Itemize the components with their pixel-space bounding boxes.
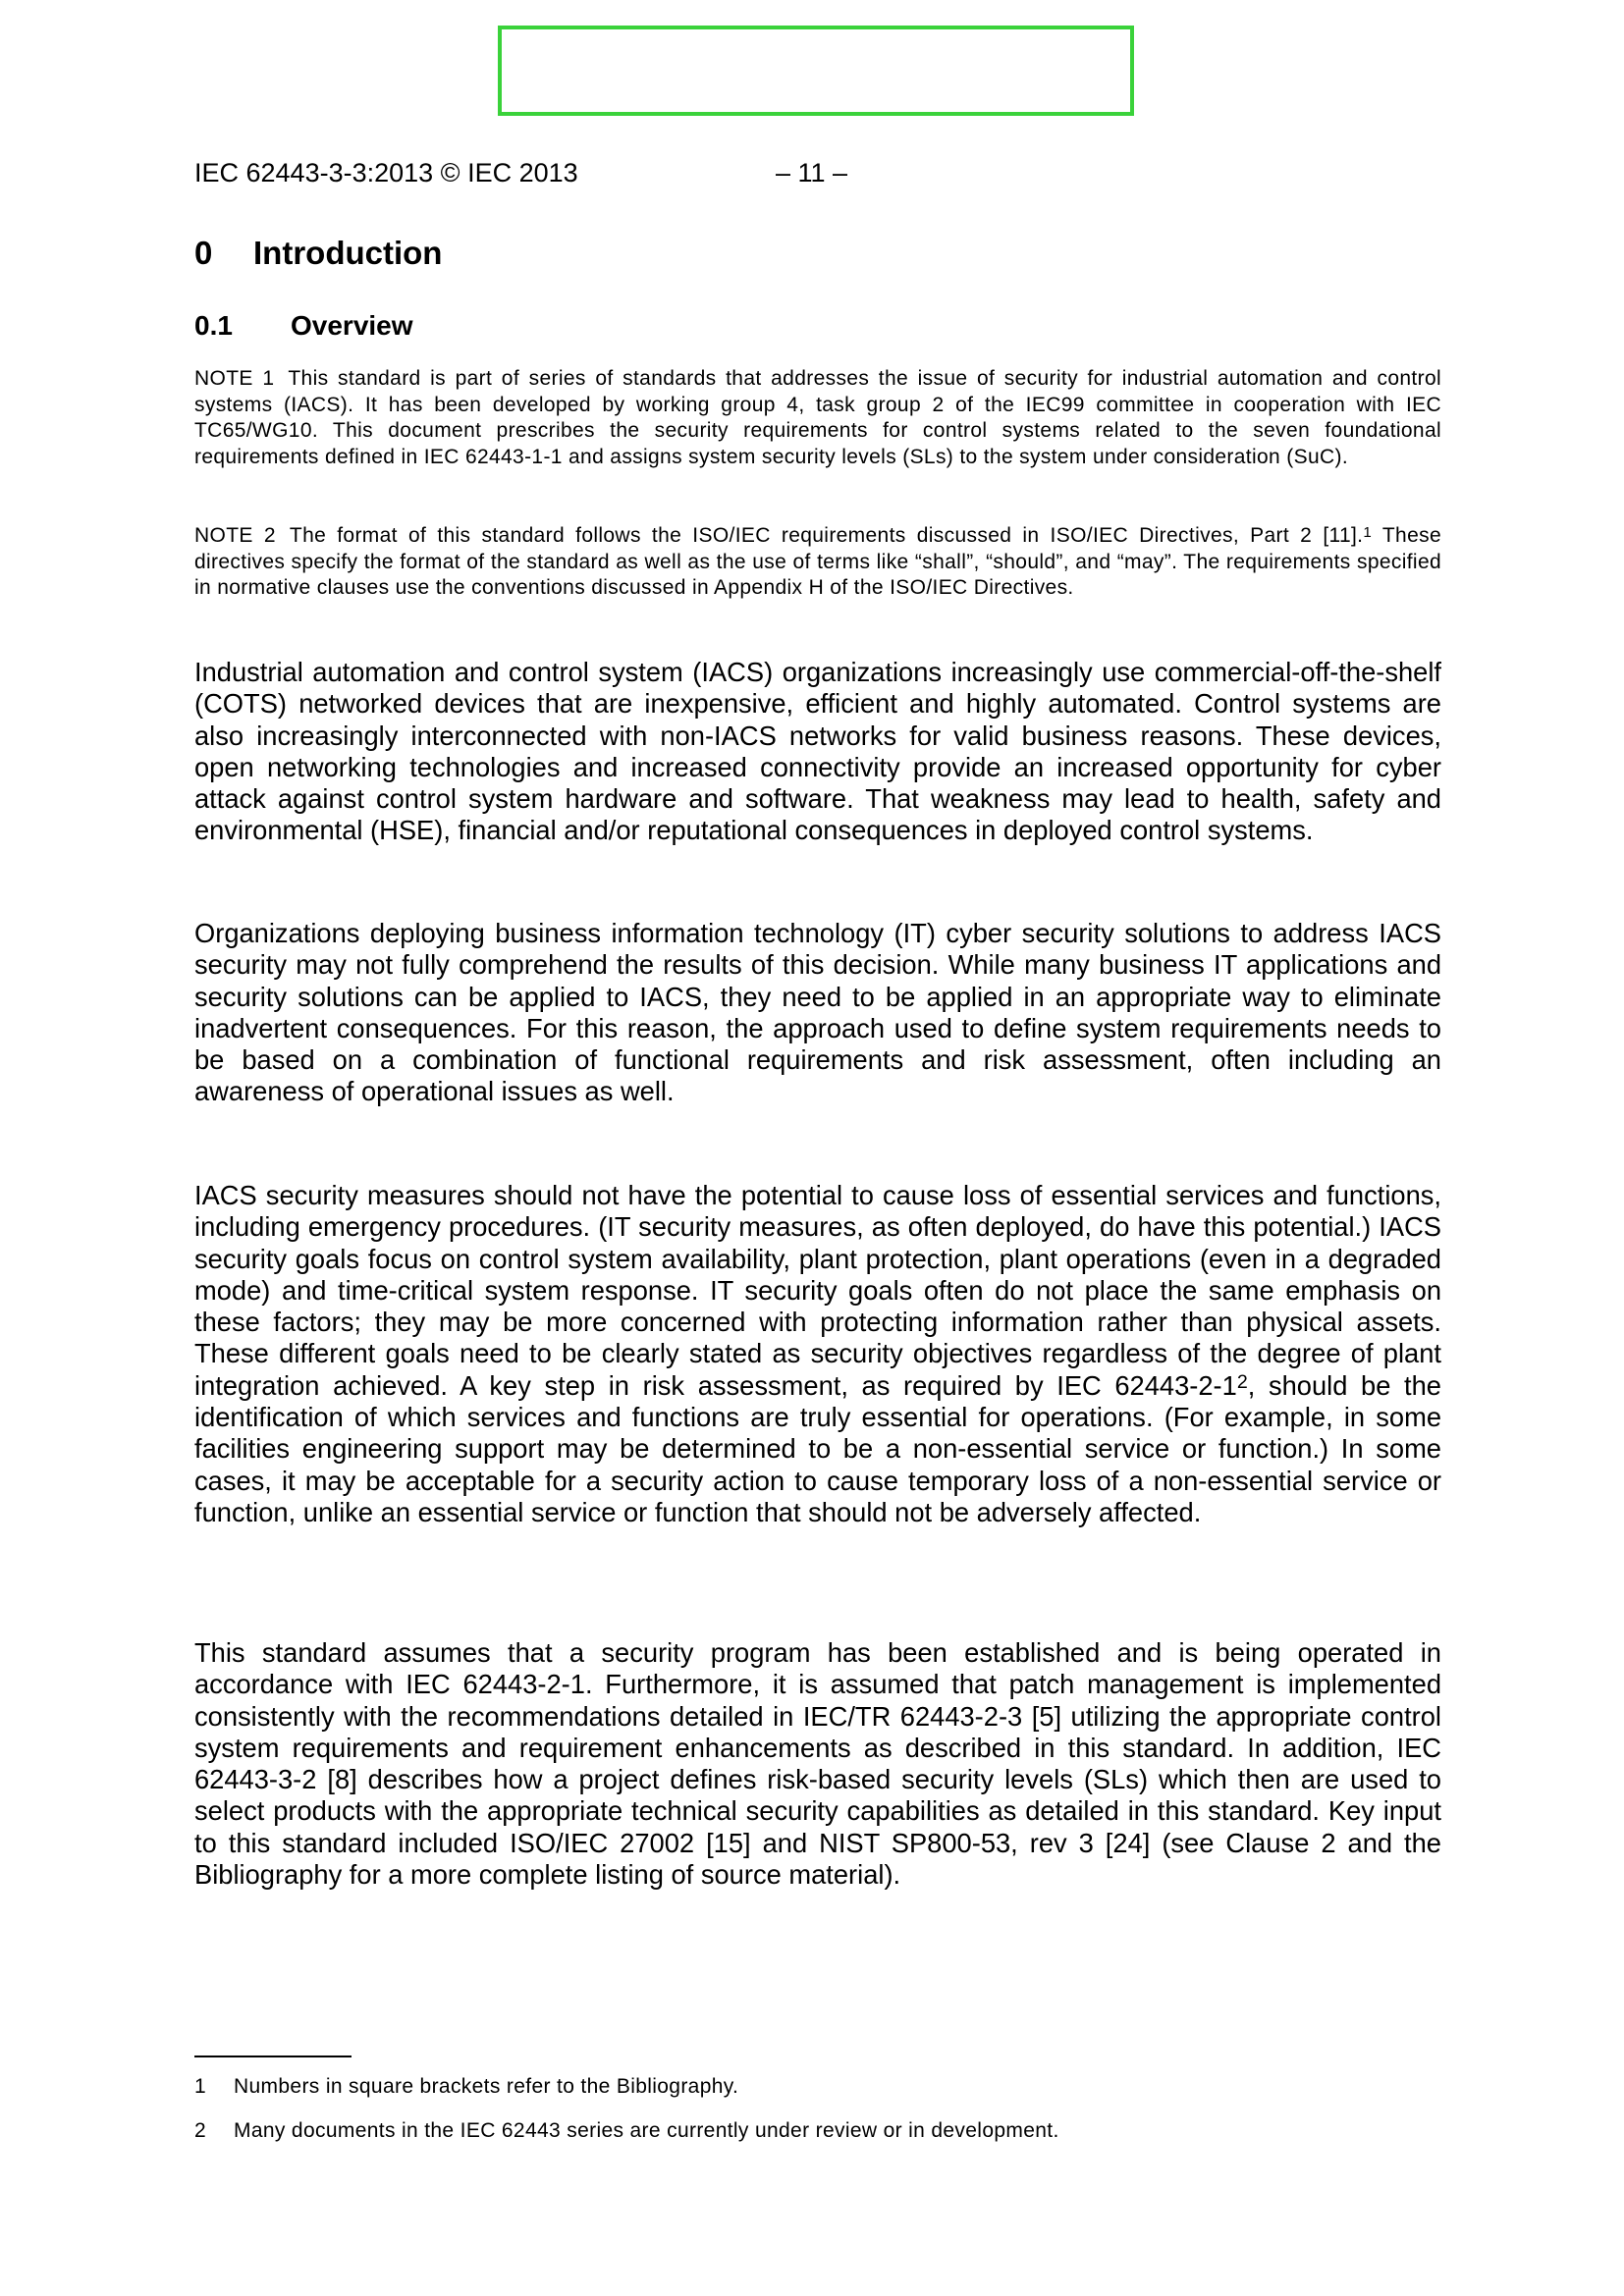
subsection-number: 0.1 bbox=[194, 310, 233, 341]
footnote-number: 1 bbox=[194, 2075, 207, 2098]
footnote-separator bbox=[194, 2056, 352, 2057]
subsection-title: Overview bbox=[291, 310, 413, 341]
footnote-reference[interactable]: 1 bbox=[1363, 523, 1373, 541]
footnote-number: 2 bbox=[194, 2119, 207, 2142]
note-text-continued: These directives specify the format of the standard as well as the use of terms like “shall”, “should”, and “may”. The requirements specified in normative clauses use the conventions discussed in Appendix H of the ISO/IEC Directives. bbox=[194, 524, 1441, 600]
paragraph: Industrial automation and control system (IACS) organizations increasingly use commercial-off-the-shelf (COTS) networked devices that are inexpensive, efficient and highly automated. Control systems are also increasingly interconnected with non-IACS networks for valid business reasons. These devices, open networking technologies and increased connectivity provide an increased opportunity for cyber attack against control system hardware and software. That weakness may lead to health, safety and environmental (HSE), financial and/or reputational consequences in deployed control systems. bbox=[194, 657, 1441, 846]
note-text: This standard is part of series of standards that addresses the issue of security for industrial automation and control systems (IACS). It has been developed by working group 4, task group 2 of the IEC99 committee in cooperation with IEC TC65/WG10. This document prescribes the security requirements for control systems related to the seven foundational requirements defined in IEC 62443‑1‑1 and assigns system security levels (SLs) to the system under consideration (SuC). bbox=[194, 367, 1442, 469]
note-text: The format of this standard follows the ISO/IEC requirements discussed in ISO/IEC Directives, Part 2 [11]. bbox=[289, 524, 1364, 547]
page-header bbox=[194, 157, 1441, 196]
paragraph-text: IACS security measures should not have the potential to cause loss of essential services and functions, including emergency procedures. (IT security measures, as often deployed, do have this potential.) IACS security goals focus on control system availability, plant protection, plant operations (even in a degraded mode) and time-critical system response. IT security goals often do not place the same emphasis on these factors; they may be more concerned with protecting information rather than physical assets. These different goals need to be clearly stated as security objectives regardless of the degree of plant integration achieved. A key step in risk assessment, as required by IEC 62443‑2‑1 bbox=[194, 1180, 1441, 1401]
note-1 bbox=[194, 366, 1441, 471]
document-id: IEC 62443-3-3:2013 © IEC 2013 bbox=[194, 158, 578, 187]
note-label: NOTE 1 bbox=[194, 367, 275, 390]
paragraph bbox=[194, 1180, 1441, 1528]
page-number: – 11 – bbox=[776, 158, 848, 187]
note-2 bbox=[194, 523, 1441, 602]
subsection-heading bbox=[194, 308, 413, 344]
paragraph-text-continued: , should be the identification of which services and functions are truly essential for operations. (For example, in some facilities engineering support may be determined to be a non-essential service or function.) In some cases, it may be acceptable for a security action to cause temporary loss of a non-essential service or function, unlike an essential service or function that should not be adversely affected. bbox=[194, 1369, 1441, 1527]
section-heading bbox=[194, 234, 442, 273]
footnote-reference[interactable]: 2 bbox=[1236, 1370, 1248, 1393]
footnote-text: Numbers in square brackets refer to the Bibliography. bbox=[234, 2075, 739, 2098]
footnote-text: Many documents in the IEC 62443 series are currently under review or in development. bbox=[234, 2119, 1059, 2142]
stamp-box bbox=[498, 26, 1134, 116]
paragraph: Organizations deploying business information technology (IT) cyber security solutions to address IACS security may not fully comprehend the results of this decision. While many business IT applications and security solutions can be applied to IACS, they need to be applied in an appropriate way to eliminate inadvertent consequences. For this reason, the approach used to define system requirements needs to be based on a combination of functional requirements and risk assessment, often including an awareness of operational issues as well. bbox=[194, 918, 1441, 1107]
paragraph: This standard assumes that a security program has been established and is being operated in accordance with IEC 62443‑2‑1. Furthermore, it is assumed that patch management is implemented consistently with the recommendations detailed in IEC/TR 62443‑2‑3 [5] utilizing the appropriate control system requirements and requirement enhancements as described in this standard. In addition, IEC 62443‑3‑2 [8] describes how a project defines risk-based security levels (SLs) which then are used to select products with the appropriate technical security capabilities as detailed in this standard. Key input to this standard included ISO/IEC 27002 [15] and NIST SP800-53, rev 3 [24] (see Clause 2 and the Bibliography for a more complete listing of source material). bbox=[194, 1637, 1441, 1891]
footnote-2 bbox=[194, 2118, 1441, 2144]
section-number: 0 bbox=[194, 235, 213, 271]
section-title: Introduction bbox=[253, 235, 443, 271]
footnote-1 bbox=[194, 2074, 1441, 2100]
note-label: NOTE 2 bbox=[194, 524, 276, 547]
